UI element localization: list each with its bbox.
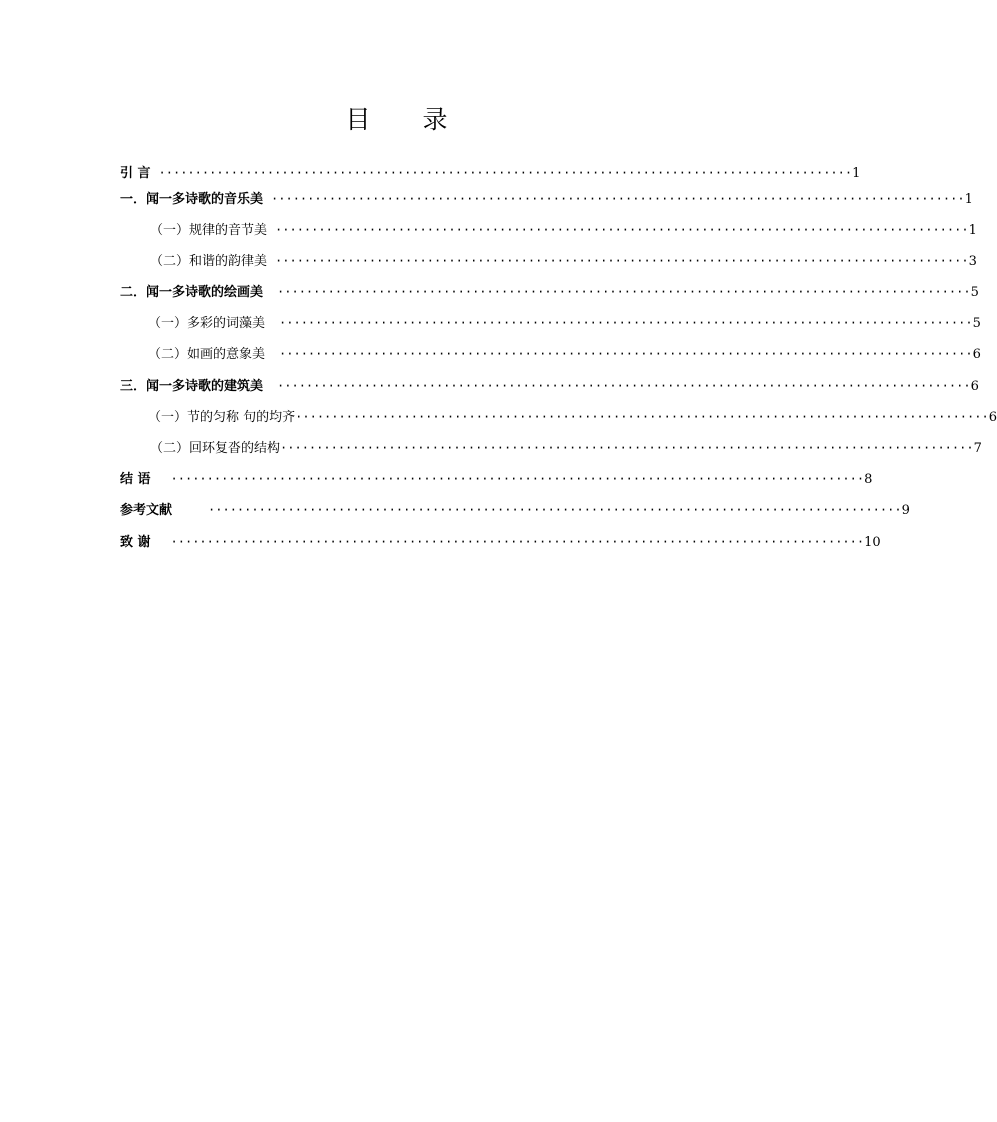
toc-entry-painting-2[interactable]	[148, 344, 981, 364]
toc-page-number: 9	[901, 503, 910, 518]
toc-entry-music[interactable]	[120, 189, 973, 209]
toc-entry-music-2[interactable]	[150, 251, 977, 271]
toc-entry-conclusion[interactable]	[120, 469, 873, 489]
toc-leader-dots: ································································································	[280, 441, 974, 455]
toc-page-number: 6	[970, 379, 979, 394]
toc-entry-label: （二）和谐的韵律美	[150, 254, 268, 269]
toc-page-number: 7	[973, 441, 982, 456]
toc-leader-dots: ································································································	[158, 166, 853, 180]
toc-entry-music-1[interactable]	[150, 220, 977, 240]
toc-entry-label: 结 语	[120, 472, 151, 487]
toc-page-number: 6	[988, 410, 997, 425]
toc-page-number: 1	[968, 223, 977, 238]
toc-entry-label: 参考文献	[120, 503, 173, 518]
toc-entry-label: （二）回环复沓的结构	[150, 441, 281, 456]
toc-title: 目 录	[345, 105, 470, 134]
toc-entry-label: （一）多彩的词藻美	[148, 316, 266, 331]
toc-entry-painting-1[interactable]	[148, 313, 981, 333]
toc-entry-label: 三．闻一多诗歌的建筑美	[120, 379, 264, 394]
toc-entry-references[interactable]	[120, 500, 910, 520]
toc-entry-painting[interactable]	[120, 282, 979, 302]
toc-entry-label: （一）节的匀称 句的均齐	[148, 410, 296, 425]
toc-leader-dots: ································································································	[279, 316, 973, 330]
toc-entry-architecture[interactable]	[120, 376, 979, 396]
toc-entry-architecture-1[interactable]	[148, 407, 997, 427]
toc-leader-dots: ································································································	[275, 223, 969, 237]
toc-entry-architecture-2[interactable]	[150, 438, 982, 458]
toc-entry-label: 二．闻一多诗歌的绘画美	[120, 285, 264, 300]
toc-leader-dots: ································································································	[170, 535, 865, 549]
toc-page-number: 5	[970, 285, 979, 300]
toc-entry-acknowledgements[interactable]	[120, 532, 881, 552]
toc-page-number: 8	[864, 472, 873, 487]
toc-entry-label: （二）如画的意象美	[148, 347, 266, 362]
toc-entry-label: 致 谢	[120, 535, 151, 550]
toc-leader-dots: ································································································	[271, 192, 965, 206]
toc-entry-label: （一）规律的音节美	[150, 223, 268, 238]
toc-page-number: 1	[852, 166, 861, 181]
toc-leader-dots: ································································································	[208, 503, 902, 517]
toc-leader-dots: ································································································	[277, 379, 971, 393]
toc-entry-intro[interactable]	[120, 163, 861, 183]
toc-page-number: 6	[972, 347, 981, 362]
toc-leader-dots: ································································································	[279, 347, 973, 361]
toc-page-number: 1	[964, 192, 973, 207]
toc-entry-label: 引 言	[120, 166, 151, 181]
toc-entry-label: 一．闻一多诗歌的音乐美	[120, 192, 264, 207]
toc-page-number: 3	[968, 254, 977, 269]
toc-leader-dots: ································································································	[277, 285, 971, 299]
toc-page-number: 10	[864, 535, 881, 550]
toc-page-number: 5	[972, 316, 981, 331]
toc-leader-dots: ································································································	[275, 254, 969, 268]
toc-leader-dots: ································································································	[170, 472, 865, 486]
toc-leader-dots: ································································································	[295, 410, 989, 424]
